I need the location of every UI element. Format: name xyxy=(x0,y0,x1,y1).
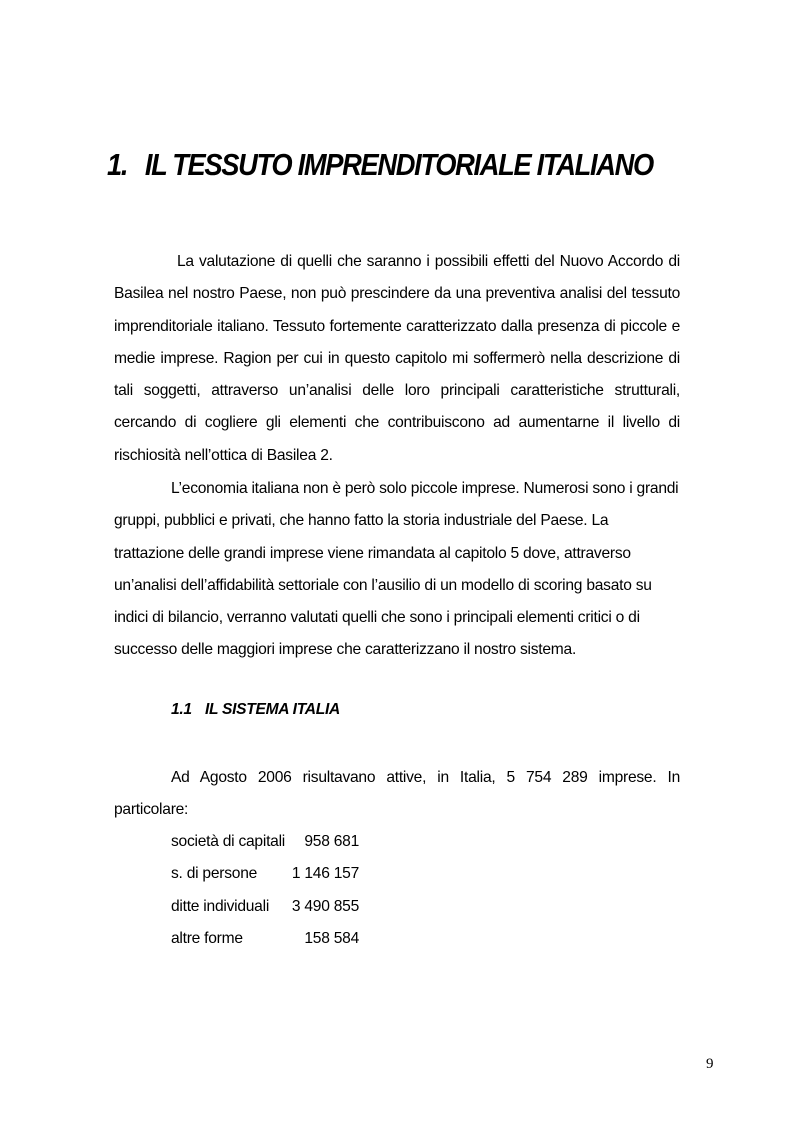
paragraph-intro: La valutazione di quelli che saranno i possibili effetti del Nuovo Accordo di Basilea nel nostro Paese, non può prescindere da una preventiva analisi del tessuto imprenditoriale italiano. Tessuto fortemente caratterizzato dalla presenza di piccole e medie imprese. Ragion per cui in questo capitolo mi soffermerò nella descrizione di tali soggetti, attraverso un’analisi delle loro principali caratteristiche strutturali, cercando di cogliere gli elementi che contribuiscono ad aumentarne il livello di rischiosità nell’ottica di Basilea 2. xyxy=(114,253,680,464)
section-title xyxy=(171,701,340,719)
stat-row xyxy=(171,858,359,890)
stat-row xyxy=(171,826,359,858)
stat-label: altre forme xyxy=(171,929,243,947)
chapter-title-text: IL TESSUTO IMPRENDITORIALE ITALIANO xyxy=(144,147,653,182)
stat-label: s. di persone xyxy=(171,865,258,883)
paragraph-section-intro: Ad Agosto 2006 risultavano attive, in Italia, 5 754 289 imprese. In particolare: xyxy=(114,769,680,819)
stat-row xyxy=(171,891,359,923)
stat-label: società di capitali xyxy=(171,833,286,850)
stat-row xyxy=(171,923,359,955)
stat-value: 3 490 855 xyxy=(291,897,359,915)
stat-value: 1 146 157 xyxy=(291,865,359,883)
chapter-title xyxy=(107,147,653,183)
stat-value: 958 681 xyxy=(304,833,359,850)
enterprise-stats-list xyxy=(171,826,359,955)
section-title-text: IL SISTEMA ITALIA xyxy=(205,701,340,718)
chapter-number: 1. xyxy=(107,147,128,182)
section-number: 1.1 xyxy=(171,701,192,718)
stat-label: ditte individuali xyxy=(171,897,270,915)
paragraph-large-firms: L’economia italiana non è però solo piccole imprese. Numerosi sono i grandi gruppi, pubblici e privati, che hanno fatto la storia industriale del Paese. La trattazione delle grandi imprese viene rimandata al capitolo 5 dove, attraverso un’analisi dell’affidabilità settoriale con l’ausilio di un modello di scoring basato su indici di bilancio, verranno valutati quelli che sono i principali elementi critici o di successo delle maggiori imprese che caratterizzano il nostro sistema. xyxy=(114,480,679,659)
page-number: 9 xyxy=(706,1056,714,1072)
stat-value: 158 584 xyxy=(304,929,359,947)
